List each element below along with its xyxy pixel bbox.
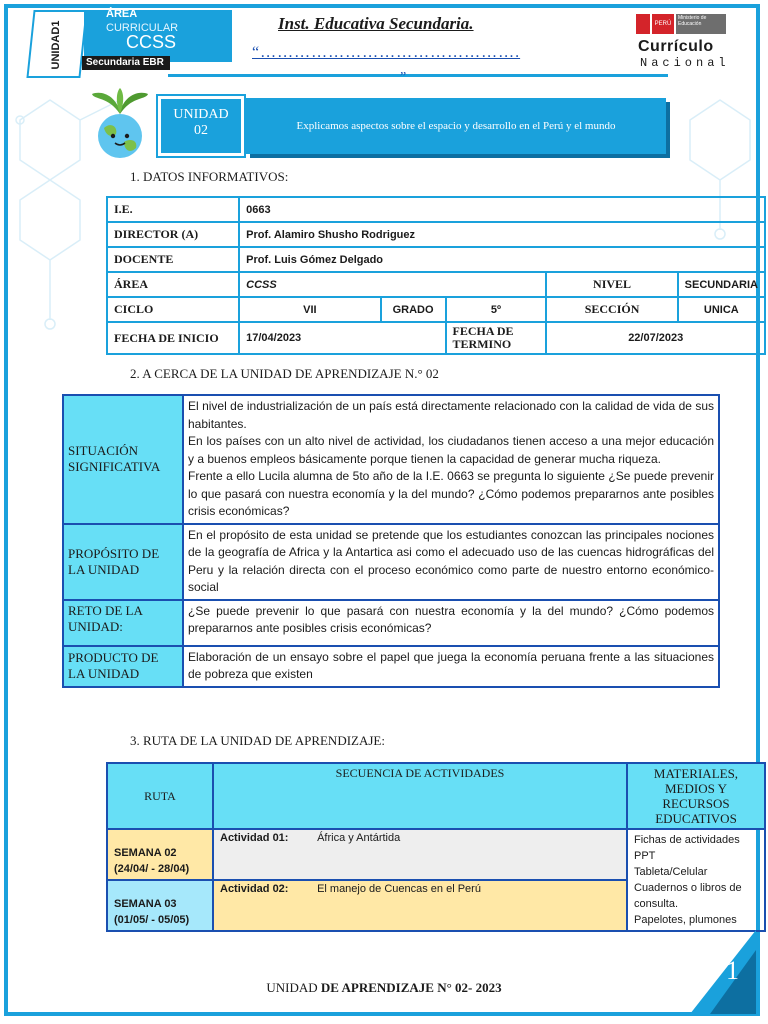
col-materiales: MATERIALES, MEDIOS Y RECURSOS EDUCATIVOS xyxy=(627,763,765,829)
earth-plant-icon xyxy=(88,86,152,160)
section-heading-datos: 1. DATOS INFORMATIVOS: xyxy=(130,169,289,184)
week1-activity xyxy=(213,829,627,880)
table-row xyxy=(107,222,765,247)
director-label: DIRECTOR (A) xyxy=(107,222,239,247)
ie-label: I.E. xyxy=(107,197,239,222)
termino-label: FECHA DE TERMINO xyxy=(446,322,547,354)
page-corner-decoration xyxy=(690,930,756,1014)
situacion-paragraph: Frente a ello Lucila alumna de 5to año de la I.E. 0663 se pregunta lo siguiente ¿Se puede prevenir lo que pasará con nuestra economía y la del mundo? ¿Cómo podemos prepararnos ante posibles crisis económicas? xyxy=(188,469,714,518)
unit-number: 02 xyxy=(194,123,208,138)
situacion-label: SITUACIÓN SIGNIFICATIVA xyxy=(63,395,183,524)
logo-curriculo: Currículo xyxy=(638,38,714,55)
section-heading-ruta: 3. RUTA DE LA UNIDAD DE APRENDIZAJE: xyxy=(130,733,385,748)
table-row xyxy=(63,524,719,600)
situacion-paragraph: El nivel de industrialización de un país está directamente relacionado con la calidad de vida de sus habitantes. xyxy=(188,399,714,431)
grado-label: GRADO xyxy=(381,297,446,322)
week2-dates: (01/05/ - 05/05) xyxy=(114,914,190,926)
ruta-table xyxy=(106,762,766,932)
inicio-value: 17/04/2023 xyxy=(239,322,445,354)
footer-title: DE APRENDIZAJE N° 02- 2023 xyxy=(320,980,502,995)
institution-title: Inst. Educativa Secundaria. xyxy=(278,14,474,33)
logo-nacional: Nacional xyxy=(640,56,730,70)
materials-list xyxy=(627,829,765,931)
col-secuencia: SECUENCIA DE ACTIVIDADES xyxy=(213,763,627,829)
unit-label: UNIDAD xyxy=(173,107,229,122)
page-number: 1 xyxy=(726,956,739,985)
curriculo-nacional-logo xyxy=(632,12,742,76)
header-rule xyxy=(168,74,668,77)
table-row xyxy=(63,646,719,687)
table-row xyxy=(107,322,765,354)
proposito-text: En el propósito de esta unidad se pretende que los estudiantes conozcan las principales nociones de la geografía de Africa y la Antartica asi como el adecuado uso de las cuencas hidrográficas del Peru y la relación directa con el proceso económico como parte de nuestro entorno económico-social xyxy=(183,524,719,600)
datos-informativos-table xyxy=(106,196,766,355)
area-label-curricular: CURRICULAR xyxy=(106,22,179,34)
unit-tab-label: UNIDAD1 xyxy=(50,20,62,70)
termino-value: 22/07/2023 xyxy=(546,322,765,354)
level-label: Secundaria EBR xyxy=(82,56,170,70)
activity-title: El manejo de Cuencas en el Perú xyxy=(317,883,481,895)
unit-number-box xyxy=(158,96,244,156)
area-row-value: CCSS xyxy=(239,272,546,297)
week1-cell xyxy=(107,829,213,880)
ciclo-label: CICLO xyxy=(107,297,239,322)
ie-value: 0663 xyxy=(239,197,765,222)
peru-flag-icon xyxy=(636,14,650,34)
reto-label: RETO DE LA UNIDAD: xyxy=(63,600,183,646)
material-item: Papelotes, plumones xyxy=(634,914,737,926)
director-value: Prof. Alamiro Shusho Rodriguez xyxy=(239,222,765,247)
col-ruta: RUTA xyxy=(107,763,213,829)
nivel-label: NIVEL xyxy=(546,272,677,297)
producto-text: Elaboración de un ensayo sobre el papel que juega la economía peruana frente a las situaciones de pobreza que existen xyxy=(183,646,719,687)
week1-label: SEMANA 02 xyxy=(114,847,177,859)
week2-cell xyxy=(107,880,213,931)
docente-label: DOCENTE xyxy=(107,247,239,272)
table-row xyxy=(107,829,765,880)
activity-title: África y Antártida xyxy=(317,832,401,844)
proposito-label: PROPÓSITO DE LA UNIDAD xyxy=(63,524,183,600)
inicio-label: FECHA DE INICIO xyxy=(107,322,239,354)
unit-description: Explicamos aspectos sobre el espacio y desarrollo en el Perú y el mundo xyxy=(296,120,616,132)
material-item: Fichas de actividades xyxy=(634,834,740,846)
nivel-value: SECUNDARIA xyxy=(678,272,765,297)
table-row xyxy=(107,197,765,222)
unidad-table xyxy=(62,394,720,688)
situacion-text xyxy=(183,395,719,524)
table-row xyxy=(63,395,719,524)
material-item: Cuadernos o libros de consulta. xyxy=(634,882,742,910)
grado-value: 5º xyxy=(446,297,547,322)
seccion-value: UNICA xyxy=(678,297,765,322)
week1-dates: (24/04/ - 28/04) xyxy=(114,863,190,875)
institution-name-close-quote: ” xyxy=(400,70,407,85)
table-row xyxy=(107,297,765,322)
area-value: CCSS xyxy=(126,32,177,52)
table-row xyxy=(107,763,765,829)
activity-label: Actividad 02: xyxy=(220,883,289,895)
table-row xyxy=(63,600,719,646)
reto-text: ¿Se puede prevenir lo que pasará con nuestra economía y la del mundo? ¿Cómo podemos prepararnos ante posibles crisis económicas? xyxy=(183,600,719,646)
section-heading-unidad: 2. A CERCA DE LA UNIDAD DE APRENDIZAJE N.° 02 xyxy=(130,366,439,381)
footer xyxy=(0,980,768,996)
week2-activity xyxy=(213,880,627,931)
seccion-label: SECCIÓN xyxy=(546,297,677,322)
docente-value: Prof. Luis Gómez Delgado xyxy=(239,247,765,272)
logo-peru: PERÚ xyxy=(652,14,674,34)
footer-prefix: UNIDAD xyxy=(266,980,321,995)
institution-name-blank: “………………………………………. xyxy=(252,44,521,61)
material-item: PPT xyxy=(634,850,656,862)
table-row xyxy=(107,247,765,272)
situacion-paragraph: En los países con un alto nivel de actividad, los ciudadanos tienen acceso a una mejor educación y a buenos empleos básicamente porque tienen la capacidad de generar mucha riqueza. xyxy=(188,434,714,466)
table-row xyxy=(107,272,765,297)
area-row-label: ÁREA xyxy=(107,272,239,297)
activity-label: Actividad 01: xyxy=(220,832,289,844)
logo-ministry: Ministerio de Educación xyxy=(676,14,726,34)
ciclo-value: VII xyxy=(239,297,381,322)
producto-label: PRODUCTO DE LA UNIDAD xyxy=(63,646,183,687)
material-item: Tableta/Celular xyxy=(634,866,708,878)
week2-label: SEMANA 03 xyxy=(114,898,177,910)
area-label: ÁREA xyxy=(106,8,138,20)
